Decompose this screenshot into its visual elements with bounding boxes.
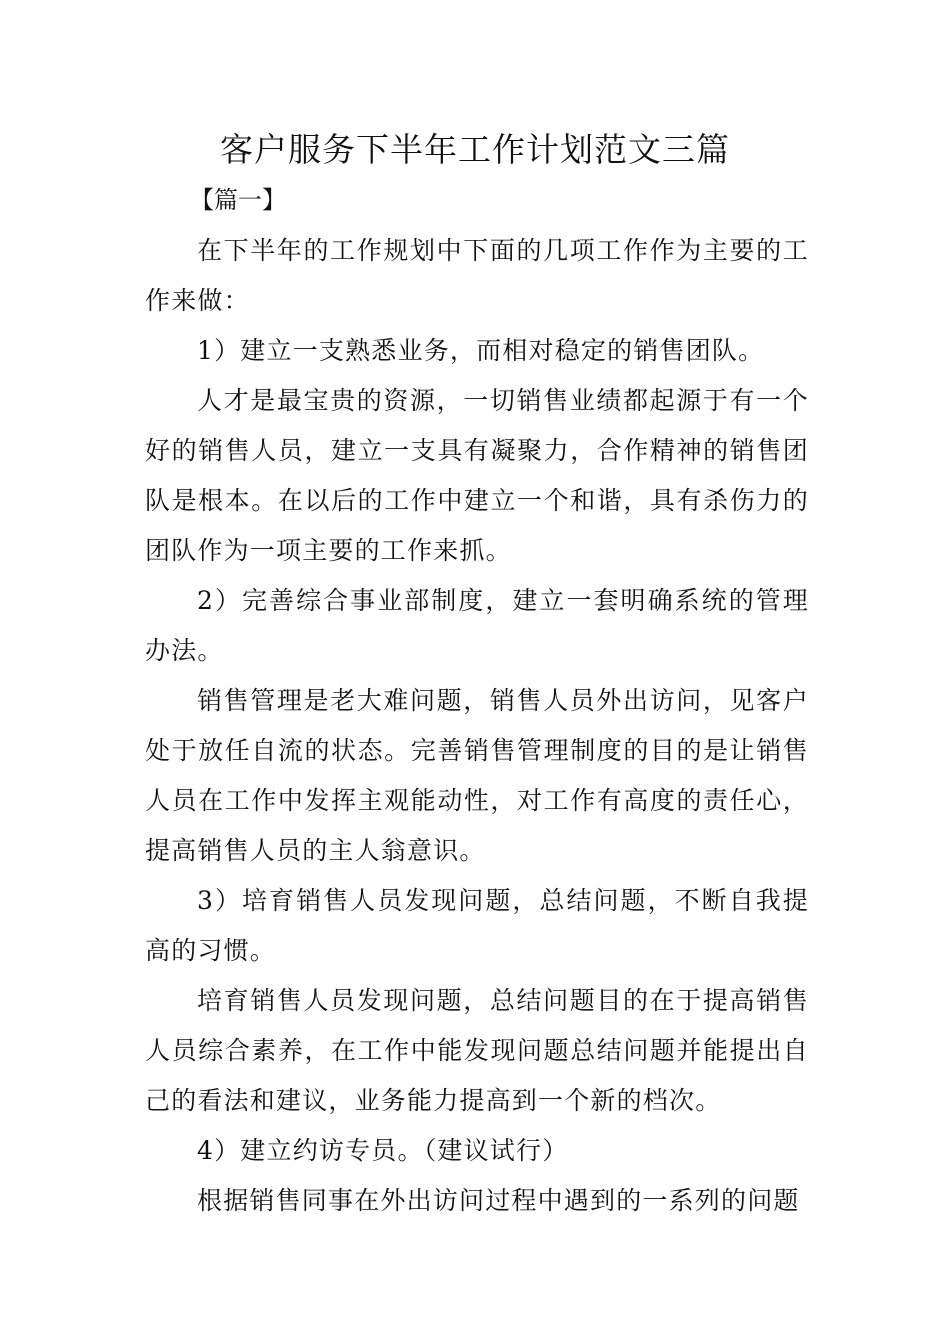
section-label: 【篇一】 — [190, 186, 286, 214]
paragraph-intro: 在下半年的工作规划中下面的几项工作作为主要的工作来做： — [145, 236, 809, 315]
paragraph-item-1-body: 人才是最宝贵的资源，一切销售业绩都起源于有一个好的销售人员，建立一支具有凝聚力，合作精神的销售团队是根本。在以后的工作中建立一个和谐，具有杀伤力的团队作为一项主要的工作来抓。 — [145, 386, 809, 565]
paragraph-item-4-heading: 4）建立约访专员。（建议试行） — [197, 1136, 569, 1165]
paragraph-item-2-heading: 2）完善综合事业部制度，建立一套明确系统的管理办法。 — [145, 586, 809, 665]
paragraph-item-3-body: 培育销售人员发现问题，总结问题目的在于提高销售人员综合素养，在工作中能发现问题总结问题并能提出自己的看法和建议，业务能力提高到一个新的档次。 — [145, 986, 809, 1115]
paragraph-item-2-body: 销售管理是老大难问题，销售人员外出访问，见客户处于放任自流的状态。完善销售管理制度的目的是让销售人员在工作中发挥主观能动性，对工作有高度的责任心，提高销售人员的主人翁意识。 — [145, 686, 809, 865]
paragraph-item-3-heading: 3）培育销售人员发现问题，总结问题，不断自我提高的习惯。 — [145, 886, 809, 965]
document-title: 客户服务下半年工作计划范文三篇 — [220, 130, 730, 169]
paragraph-item-1-heading: 1）建立一支熟悉业务，而相对稳定的销售团队。 — [197, 336, 765, 365]
document-body — [145, 226, 809, 1226]
paragraph-item-4-body: 根据销售同事在外出访问过程中遇到的一系列的问题 — [197, 1186, 800, 1215]
